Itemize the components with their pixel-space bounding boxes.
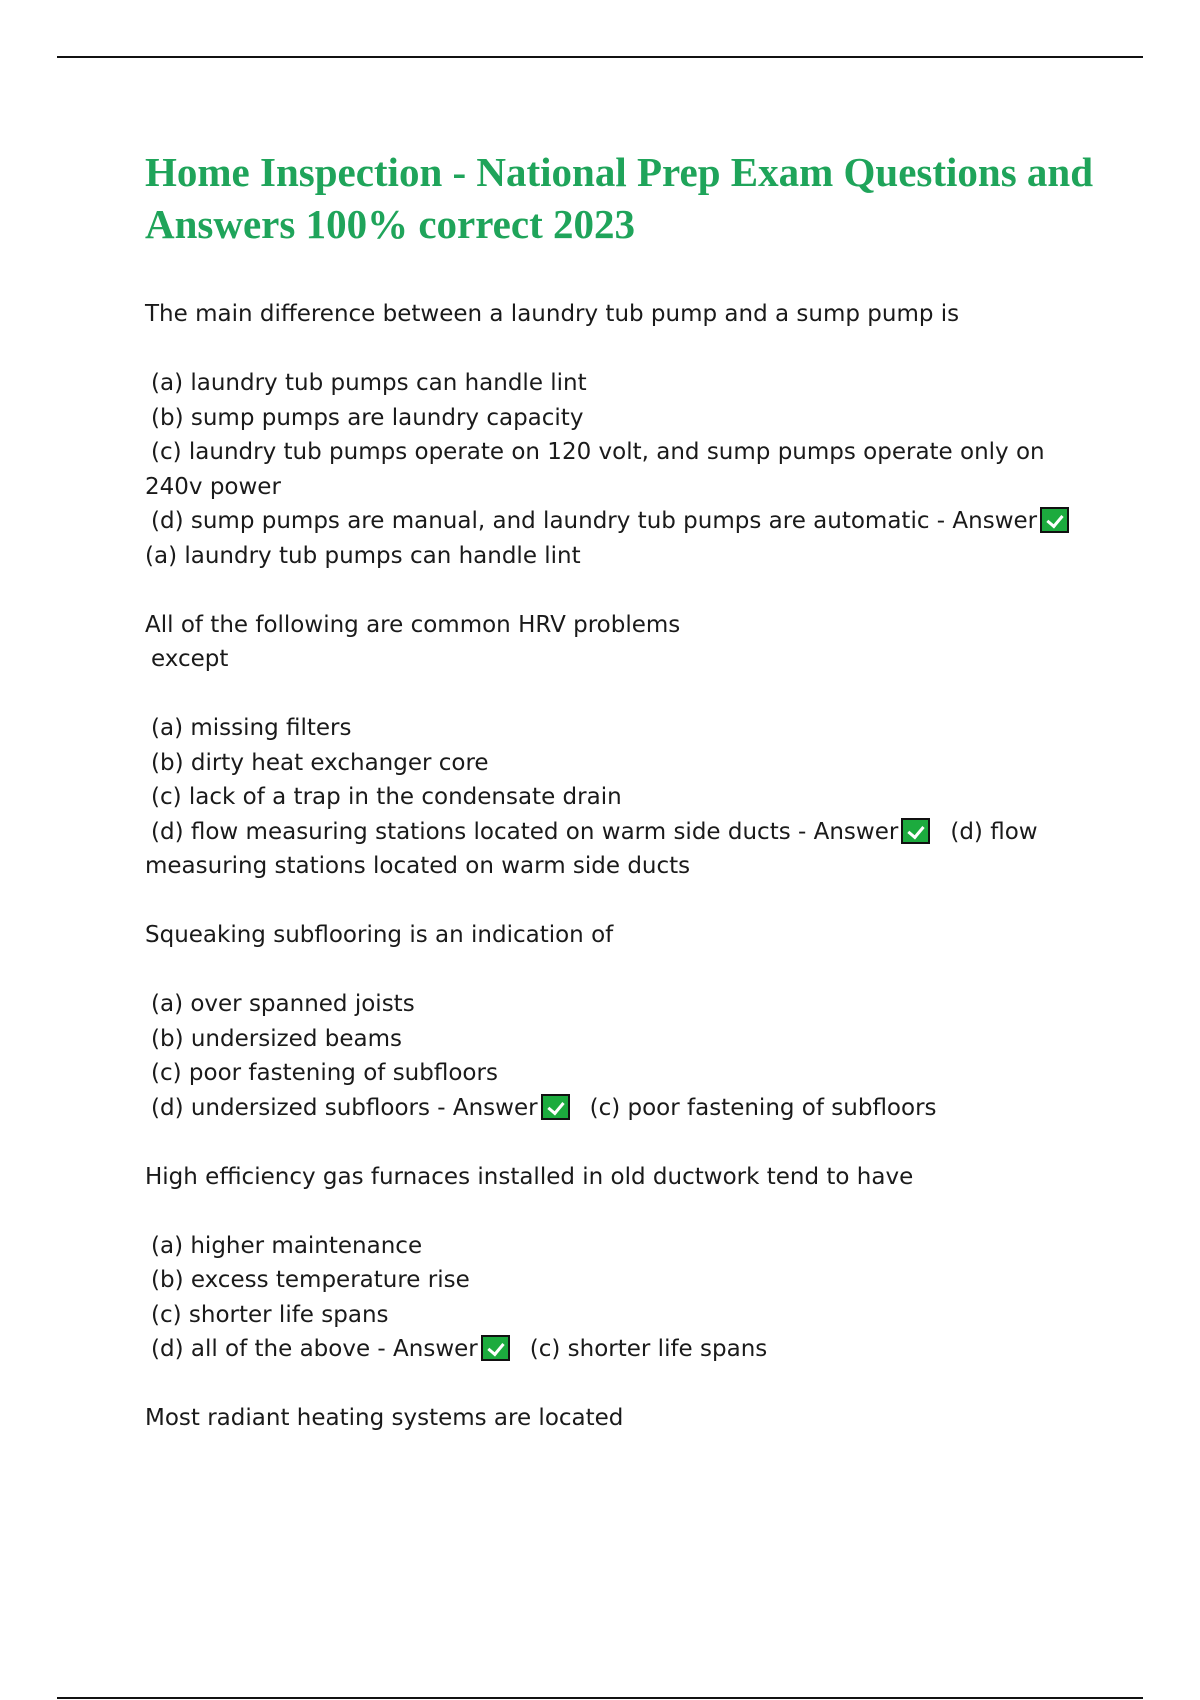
question-2-option-b: (b) dirty heat exchanger core: [151, 749, 489, 776]
question-3-option-b: (b) undersized beams: [151, 1025, 402, 1052]
document-body: [145, 146, 1105, 1436]
question-4-option-b: (b) excess temperature rise: [151, 1267, 470, 1293]
question-3-option-a: (a) over spanned joists: [151, 991, 415, 1017]
question-1-option-c-cont: 240v power: [145, 473, 281, 500]
question-3-option-d-text: (d) undersized subfloors - Answer: [151, 1094, 538, 1121]
question-2-answer-cont: measuring stations located on warm side ducts: [145, 853, 691, 879]
bottom-rule: [57, 1697, 1143, 1699]
question-1-option-b: (b) sump pumps are laundry capacity: [151, 404, 584, 431]
question-4-option-c: (c) shorter life spans: [151, 1301, 389, 1328]
question-3-option-d: [145, 1091, 1105, 1126]
question-2-answer: (d) flow: [950, 818, 1038, 845]
question-1-answer: (a) laundry tub pumps can handle lint: [145, 542, 581, 569]
question-4: [145, 1160, 1105, 1402]
question-4-option-a: (a) higher maintenance: [151, 1232, 423, 1259]
question-2-prompt: All of the following are common HRV problems: [145, 611, 681, 638]
question-1: [145, 297, 1105, 608]
question-4-answer: (c) shorter life spans: [529, 1336, 768, 1362]
question-4-option-d-text: (d) all of the above - Answer: [151, 1336, 478, 1362]
question-1-option-d: [145, 504, 1105, 539]
question-4-prompt: High efficiency gas furnaces installed in old ductwork tend to have: [145, 1163, 914, 1190]
question-5-prompt: Most radiant heating systems are located: [145, 1405, 624, 1431]
question-1-option-d-text: (d) sump pumps are manual, and laundry tub pumps are automatic - Answer: [151, 508, 1038, 534]
question-2-prompt-cont: except: [151, 646, 229, 672]
checkmark-icon: [541, 1094, 570, 1120]
top-rule: [57, 56, 1143, 58]
question-3-option-c: (c) poor fastening of subfloors: [151, 1060, 498, 1086]
checkmark-icon: [481, 1335, 510, 1361]
question-2-option-d: [145, 815, 1105, 850]
document-title: Home Inspection - National Prep Exam Questions and Answers 100% correct 2023: [145, 149, 1094, 247]
checkmark-icon: [901, 818, 930, 844]
checkmark-icon: [1040, 507, 1069, 533]
question-3-answer: (c) poor fastening of subfloors: [589, 1094, 937, 1121]
question-2-option-a: (a) missing filters: [151, 715, 352, 741]
question-3-prompt: Squeaking subflooring is an indication of: [145, 922, 614, 948]
question-1-option-a: (a) laundry tub pumps can handle lint: [151, 370, 587, 396]
question-5: [145, 1401, 1105, 1436]
question-4-option-d: [145, 1332, 1105, 1367]
question-2: [145, 608, 1105, 919]
question-2-option-d-text: (d) flow measuring stations located on warm side ducts - Answer: [151, 818, 899, 845]
question-1-option-c: (c) laundry tub pumps operate on 120 volt, and sump pumps operate only on: [151, 439, 1045, 465]
question-1-prompt: The main difference between a laundry tub pump and a sump pump is: [145, 301, 960, 327]
question-2-option-c: (c) lack of a trap in the condensate drain: [151, 784, 622, 810]
question-3: [145, 918, 1105, 1160]
